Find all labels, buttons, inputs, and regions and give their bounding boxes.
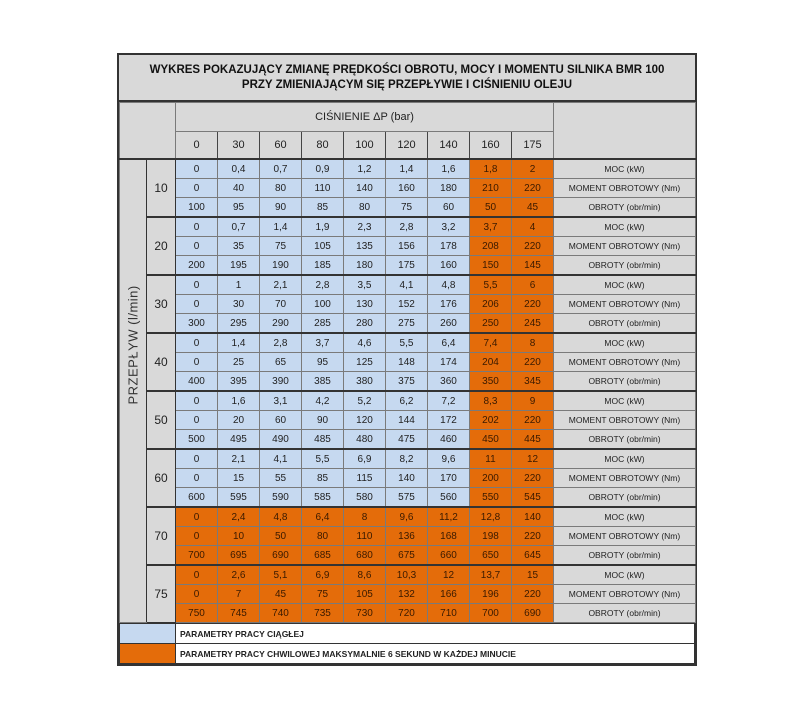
performance-table-panel xyxy=(117,53,697,666)
value-cell: 50 xyxy=(260,527,302,546)
value-cell: 13,7 xyxy=(470,565,512,585)
row-label: MOC (kW) xyxy=(554,391,696,411)
value-cell: 1,8 xyxy=(470,159,512,179)
value-cell: 130 xyxy=(344,295,386,314)
row-label: MOC (kW) xyxy=(554,507,696,527)
value-cell: 745 xyxy=(218,604,260,623)
value-cell: 185 xyxy=(302,256,344,276)
value-cell: 550 xyxy=(470,488,512,508)
value-cell: 1,4 xyxy=(218,333,260,353)
value-cell: 385 xyxy=(302,372,344,392)
value-cell: 80 xyxy=(344,198,386,218)
value-cell: 60 xyxy=(260,411,302,430)
value-cell: 275 xyxy=(386,314,428,334)
value-cell: 166 xyxy=(428,585,470,604)
value-cell: 5,1 xyxy=(260,565,302,585)
value-cell: 2,1 xyxy=(218,449,260,469)
value-cell: 12,8 xyxy=(470,507,512,527)
value-cell: 0,7 xyxy=(260,159,302,179)
table-row xyxy=(120,198,696,218)
value-cell: 75 xyxy=(386,198,428,218)
value-cell: 720 xyxy=(386,604,428,623)
value-cell: 280 xyxy=(344,314,386,334)
value-cell: 590 xyxy=(260,488,302,508)
value-cell: 0 xyxy=(176,411,218,430)
title-line-2: PRZY ZMIENIAJĄCYM SIĘ PRZEPŁYWIE I CIŚNIENIU OLEJU xyxy=(241,78,573,91)
row-label: OBROTY (obr/min) xyxy=(554,546,696,566)
table-row xyxy=(120,159,696,179)
value-cell: 645 xyxy=(512,546,554,566)
table-row xyxy=(120,604,696,623)
value-cell: 8 xyxy=(512,333,554,353)
table-row xyxy=(120,179,696,198)
pressure-value: 30 xyxy=(218,132,260,160)
value-cell: 3,7 xyxy=(302,333,344,353)
value-cell: 560 xyxy=(428,488,470,508)
table-row xyxy=(120,585,696,604)
value-cell: 2,6 xyxy=(218,565,260,585)
value-cell: 70 xyxy=(260,295,302,314)
value-cell: 6,9 xyxy=(302,565,344,585)
table-row xyxy=(120,430,696,450)
value-cell: 50 xyxy=(470,198,512,218)
value-cell: 0,9 xyxy=(302,159,344,179)
row-label: MOMENT OBROTOWY (Nm) xyxy=(554,179,696,198)
pressure-value: 160 xyxy=(470,132,512,160)
pressure-value: 120 xyxy=(386,132,428,160)
row-label: MOMENT OBROTOWY (Nm) xyxy=(554,469,696,488)
value-cell: 2,3 xyxy=(344,217,386,237)
value-cell: 575 xyxy=(386,488,428,508)
table-row xyxy=(120,546,696,566)
value-cell: 360 xyxy=(428,372,470,392)
value-cell: 7,4 xyxy=(470,333,512,353)
value-cell: 4 xyxy=(512,217,554,237)
table-row xyxy=(120,411,696,430)
value-cell: 135 xyxy=(344,237,386,256)
value-cell: 170 xyxy=(428,469,470,488)
table-row xyxy=(120,391,696,411)
value-cell: 710 xyxy=(428,604,470,623)
value-cell: 176 xyxy=(428,295,470,314)
value-cell: 8 xyxy=(344,507,386,527)
value-cell: 600 xyxy=(176,488,218,508)
legend-swatch-intermittent xyxy=(120,644,176,664)
flow-value: 30 xyxy=(147,275,176,333)
value-cell: 100 xyxy=(302,295,344,314)
value-cell: 675 xyxy=(386,546,428,566)
pressure-header: CIŚNIENIE ΔP (bar) xyxy=(176,103,554,132)
legend-swatch-continuous xyxy=(120,624,176,644)
value-cell: 0 xyxy=(176,237,218,256)
value-cell: 180 xyxy=(428,179,470,198)
value-cell: 4,8 xyxy=(260,507,302,527)
table-row xyxy=(120,295,696,314)
value-cell: 132 xyxy=(386,585,428,604)
row-label: MOMENT OBROTOWY (Nm) xyxy=(554,237,696,256)
value-cell: 85 xyxy=(302,469,344,488)
value-cell: 220 xyxy=(512,585,554,604)
value-cell: 178 xyxy=(428,237,470,256)
value-cell: 35 xyxy=(218,237,260,256)
value-cell: 1,6 xyxy=(428,159,470,179)
value-cell: 172 xyxy=(428,411,470,430)
value-cell: 695 xyxy=(218,546,260,566)
value-cell: 8,3 xyxy=(470,391,512,411)
value-cell: 148 xyxy=(386,353,428,372)
table-row xyxy=(120,449,696,469)
value-cell: 10,3 xyxy=(386,565,428,585)
value-cell: 700 xyxy=(470,604,512,623)
value-cell: 460 xyxy=(428,430,470,450)
performance-table xyxy=(119,102,696,623)
value-cell: 30 xyxy=(218,295,260,314)
value-cell: 580 xyxy=(344,488,386,508)
value-cell: 208 xyxy=(470,237,512,256)
value-cell: 174 xyxy=(428,353,470,372)
value-cell: 350 xyxy=(470,372,512,392)
value-cell: 115 xyxy=(344,469,386,488)
value-cell: 1,4 xyxy=(260,217,302,237)
row-label: MOC (kW) xyxy=(554,275,696,295)
value-cell: 685 xyxy=(302,546,344,566)
value-cell: 175 xyxy=(386,256,428,276)
row-label: OBROTY (obr/min) xyxy=(554,198,696,218)
value-cell: 0 xyxy=(176,333,218,353)
value-cell: 3,7 xyxy=(470,217,512,237)
table-row xyxy=(120,333,696,353)
value-cell: 0,7 xyxy=(218,217,260,237)
value-cell: 196 xyxy=(470,585,512,604)
value-cell: 110 xyxy=(302,179,344,198)
value-cell: 80 xyxy=(302,527,344,546)
table-row xyxy=(120,353,696,372)
flow-value: 60 xyxy=(147,449,176,507)
table-row xyxy=(120,507,696,527)
flow-value: 40 xyxy=(147,333,176,391)
value-cell: 7 xyxy=(218,585,260,604)
value-cell: 390 xyxy=(260,372,302,392)
value-cell: 0 xyxy=(176,295,218,314)
flow-value: 70 xyxy=(147,507,176,565)
value-cell: 180 xyxy=(344,256,386,276)
value-cell: 5,5 xyxy=(386,333,428,353)
value-cell: 6,9 xyxy=(344,449,386,469)
table-row xyxy=(120,565,696,585)
value-cell: 145 xyxy=(512,256,554,276)
value-cell: 3,5 xyxy=(344,275,386,295)
value-cell: 0,4 xyxy=(218,159,260,179)
legend xyxy=(119,623,695,664)
value-cell: 5,2 xyxy=(344,391,386,411)
pressure-value: 60 xyxy=(260,132,302,160)
value-cell: 285 xyxy=(302,314,344,334)
row-label: MOMENT OBROTOWY (Nm) xyxy=(554,295,696,314)
value-cell: 290 xyxy=(260,314,302,334)
value-cell: 750 xyxy=(176,604,218,623)
value-cell: 4,1 xyxy=(260,449,302,469)
value-cell: 2,8 xyxy=(302,275,344,295)
row-label: MOC (kW) xyxy=(554,159,696,179)
value-cell: 500 xyxy=(176,430,218,450)
row-label: OBROTY (obr/min) xyxy=(554,488,696,508)
value-cell: 140 xyxy=(512,507,554,527)
table-row xyxy=(120,237,696,256)
value-cell: 45 xyxy=(260,585,302,604)
value-cell: 45 xyxy=(512,198,554,218)
value-cell: 75 xyxy=(302,585,344,604)
value-cell: 545 xyxy=(512,488,554,508)
value-cell: 220 xyxy=(512,179,554,198)
value-cell: 0 xyxy=(176,179,218,198)
table-row xyxy=(120,256,696,276)
value-cell: 95 xyxy=(302,353,344,372)
pressure-value: 0 xyxy=(176,132,218,160)
value-cell: 660 xyxy=(428,546,470,566)
flow-axis-label xyxy=(120,159,147,623)
value-cell: 2,8 xyxy=(386,217,428,237)
row-label: MOMENT OBROTOWY (Nm) xyxy=(554,411,696,430)
value-cell: 10 xyxy=(218,527,260,546)
row-label: OBROTY (obr/min) xyxy=(554,604,696,623)
value-cell: 4,8 xyxy=(428,275,470,295)
value-cell: 1 xyxy=(218,275,260,295)
value-cell: 9,6 xyxy=(428,449,470,469)
value-cell: 25 xyxy=(218,353,260,372)
row-label: MOC (kW) xyxy=(554,217,696,237)
value-cell: 1,4 xyxy=(386,159,428,179)
value-cell: 220 xyxy=(512,527,554,546)
table-row xyxy=(120,275,696,295)
value-cell: 136 xyxy=(386,527,428,546)
value-cell: 60 xyxy=(428,198,470,218)
value-cell: 9 xyxy=(512,391,554,411)
value-cell: 1,2 xyxy=(344,159,386,179)
value-cell: 90 xyxy=(260,198,302,218)
value-cell: 220 xyxy=(512,295,554,314)
value-cell: 210 xyxy=(470,179,512,198)
row-label: MOMENT OBROTOWY (Nm) xyxy=(554,353,696,372)
value-cell: 690 xyxy=(260,546,302,566)
value-cell: 3,2 xyxy=(428,217,470,237)
value-cell: 12 xyxy=(512,449,554,469)
value-cell: 2,4 xyxy=(218,507,260,527)
value-cell: 11 xyxy=(470,449,512,469)
value-cell: 450 xyxy=(470,430,512,450)
value-cell: 260 xyxy=(428,314,470,334)
value-cell: 15 xyxy=(218,469,260,488)
value-cell: 20 xyxy=(218,411,260,430)
table-row xyxy=(120,469,696,488)
value-cell: 8,2 xyxy=(386,449,428,469)
flow-axis-text: PRZEPŁYW (l/min) xyxy=(125,284,141,404)
row-label: MOMENT OBROTOWY (Nm) xyxy=(554,585,696,604)
title-line-1: WYKRES POKAZUJĄCY ZMIANĘ PRĘDKOŚCI OBROTU, MOCY I MOMENTU SILNIKA BMR 100 xyxy=(149,63,665,76)
value-cell: 65 xyxy=(260,353,302,372)
pressure-value: 140 xyxy=(428,132,470,160)
value-cell: 345 xyxy=(512,372,554,392)
value-cell: 220 xyxy=(512,237,554,256)
value-cell: 105 xyxy=(302,237,344,256)
table-row xyxy=(120,372,696,392)
value-cell: 5,5 xyxy=(302,449,344,469)
value-cell: 206 xyxy=(470,295,512,314)
value-cell: 190 xyxy=(260,256,302,276)
value-cell: 690 xyxy=(512,604,554,623)
value-cell: 8,6 xyxy=(344,565,386,585)
row-label: MOMENT OBROTOWY (Nm) xyxy=(554,527,696,546)
flow-value: 10 xyxy=(147,159,176,217)
value-cell: 120 xyxy=(344,411,386,430)
value-cell: 680 xyxy=(344,546,386,566)
value-cell: 11,2 xyxy=(428,507,470,527)
value-cell: 160 xyxy=(386,179,428,198)
value-cell: 0 xyxy=(176,353,218,372)
value-cell: 6,2 xyxy=(386,391,428,411)
value-cell: 375 xyxy=(386,372,428,392)
label-header-cell xyxy=(554,103,696,160)
value-cell: 740 xyxy=(260,604,302,623)
flow-value: 75 xyxy=(147,565,176,623)
value-cell: 0 xyxy=(176,217,218,237)
value-cell: 4,2 xyxy=(302,391,344,411)
pressure-value: 80 xyxy=(302,132,344,160)
value-cell: 735 xyxy=(302,604,344,623)
value-cell: 100 xyxy=(176,198,218,218)
value-cell: 0 xyxy=(176,585,218,604)
corner-cell xyxy=(120,103,176,160)
value-cell: 0 xyxy=(176,391,218,411)
value-cell: 40 xyxy=(218,179,260,198)
value-cell: 85 xyxy=(302,198,344,218)
value-cell: 140 xyxy=(344,179,386,198)
value-cell: 700 xyxy=(176,546,218,566)
value-cell: 220 xyxy=(512,353,554,372)
value-cell: 160 xyxy=(428,256,470,276)
value-cell: 202 xyxy=(470,411,512,430)
value-cell: 595 xyxy=(218,488,260,508)
row-label: MOC (kW) xyxy=(554,565,696,585)
value-cell: 4,1 xyxy=(386,275,428,295)
value-cell: 495 xyxy=(218,430,260,450)
value-cell: 0 xyxy=(176,449,218,469)
value-cell: 3,1 xyxy=(260,391,302,411)
table-row xyxy=(120,527,696,546)
value-cell: 220 xyxy=(512,411,554,430)
value-cell: 200 xyxy=(176,256,218,276)
row-label: MOC (kW) xyxy=(554,449,696,469)
value-cell: 730 xyxy=(344,604,386,623)
value-cell: 95 xyxy=(218,198,260,218)
value-cell: 0 xyxy=(176,507,218,527)
value-cell: 490 xyxy=(260,430,302,450)
value-cell: 55 xyxy=(260,469,302,488)
value-cell: 125 xyxy=(344,353,386,372)
value-cell: 585 xyxy=(302,488,344,508)
value-cell: 1,9 xyxy=(302,217,344,237)
value-cell: 4,6 xyxy=(344,333,386,353)
value-cell: 15 xyxy=(512,565,554,585)
value-cell: 245 xyxy=(512,314,554,334)
table-title xyxy=(119,55,695,102)
table-row xyxy=(120,217,696,237)
value-cell: 80 xyxy=(260,179,302,198)
value-cell: 6 xyxy=(512,275,554,295)
row-label: OBROTY (obr/min) xyxy=(554,256,696,276)
value-cell: 7,2 xyxy=(428,391,470,411)
value-cell: 198 xyxy=(470,527,512,546)
value-cell: 0 xyxy=(176,527,218,546)
value-cell: 0 xyxy=(176,159,218,179)
pressure-value: 175 xyxy=(512,132,554,160)
pressure-value: 100 xyxy=(344,132,386,160)
value-cell: 380 xyxy=(344,372,386,392)
value-cell: 2,8 xyxy=(260,333,302,353)
value-cell: 6,4 xyxy=(428,333,470,353)
legend-label-intermittent: PARAMETRY PRACY CHWILOWEJ MAKSYMALNIE 6 SEKUND W KAŻDEJ MINUCIE xyxy=(176,644,695,664)
flow-value: 50 xyxy=(147,391,176,449)
row-label: OBROTY (obr/min) xyxy=(554,430,696,450)
value-cell: 0 xyxy=(176,275,218,295)
value-cell: 480 xyxy=(344,430,386,450)
value-cell: 140 xyxy=(386,469,428,488)
row-label: OBROTY (obr/min) xyxy=(554,314,696,334)
row-label: MOC (kW) xyxy=(554,333,696,353)
value-cell: 90 xyxy=(302,411,344,430)
table-row xyxy=(120,314,696,334)
value-cell: 485 xyxy=(302,430,344,450)
value-cell: 395 xyxy=(218,372,260,392)
value-cell: 650 xyxy=(470,546,512,566)
value-cell: 200 xyxy=(470,469,512,488)
value-cell: 12 xyxy=(428,565,470,585)
legend-intermittent xyxy=(120,644,695,664)
value-cell: 475 xyxy=(386,430,428,450)
value-cell: 0 xyxy=(176,469,218,488)
flow-value: 20 xyxy=(147,217,176,275)
row-label: OBROTY (obr/min) xyxy=(554,372,696,392)
value-cell: 9,6 xyxy=(386,507,428,527)
value-cell: 0 xyxy=(176,565,218,585)
value-cell: 300 xyxy=(176,314,218,334)
table-row xyxy=(120,488,696,508)
value-cell: 220 xyxy=(512,469,554,488)
value-cell: 144 xyxy=(386,411,428,430)
value-cell: 110 xyxy=(344,527,386,546)
value-cell: 445 xyxy=(512,430,554,450)
value-cell: 6,4 xyxy=(302,507,344,527)
value-cell: 156 xyxy=(386,237,428,256)
legend-label-continuous: PARAMETRY PRACY CIĄGŁEJ xyxy=(176,624,695,644)
value-cell: 5,5 xyxy=(470,275,512,295)
value-cell: 150 xyxy=(470,256,512,276)
value-cell: 168 xyxy=(428,527,470,546)
value-cell: 105 xyxy=(344,585,386,604)
value-cell: 204 xyxy=(470,353,512,372)
value-cell: 1,6 xyxy=(218,391,260,411)
value-cell: 250 xyxy=(470,314,512,334)
value-cell: 295 xyxy=(218,314,260,334)
value-cell: 75 xyxy=(260,237,302,256)
legend-continuous xyxy=(120,624,695,644)
value-cell: 2 xyxy=(512,159,554,179)
value-cell: 2,1 xyxy=(260,275,302,295)
value-cell: 195 xyxy=(218,256,260,276)
value-cell: 152 xyxy=(386,295,428,314)
value-cell: 400 xyxy=(176,372,218,392)
